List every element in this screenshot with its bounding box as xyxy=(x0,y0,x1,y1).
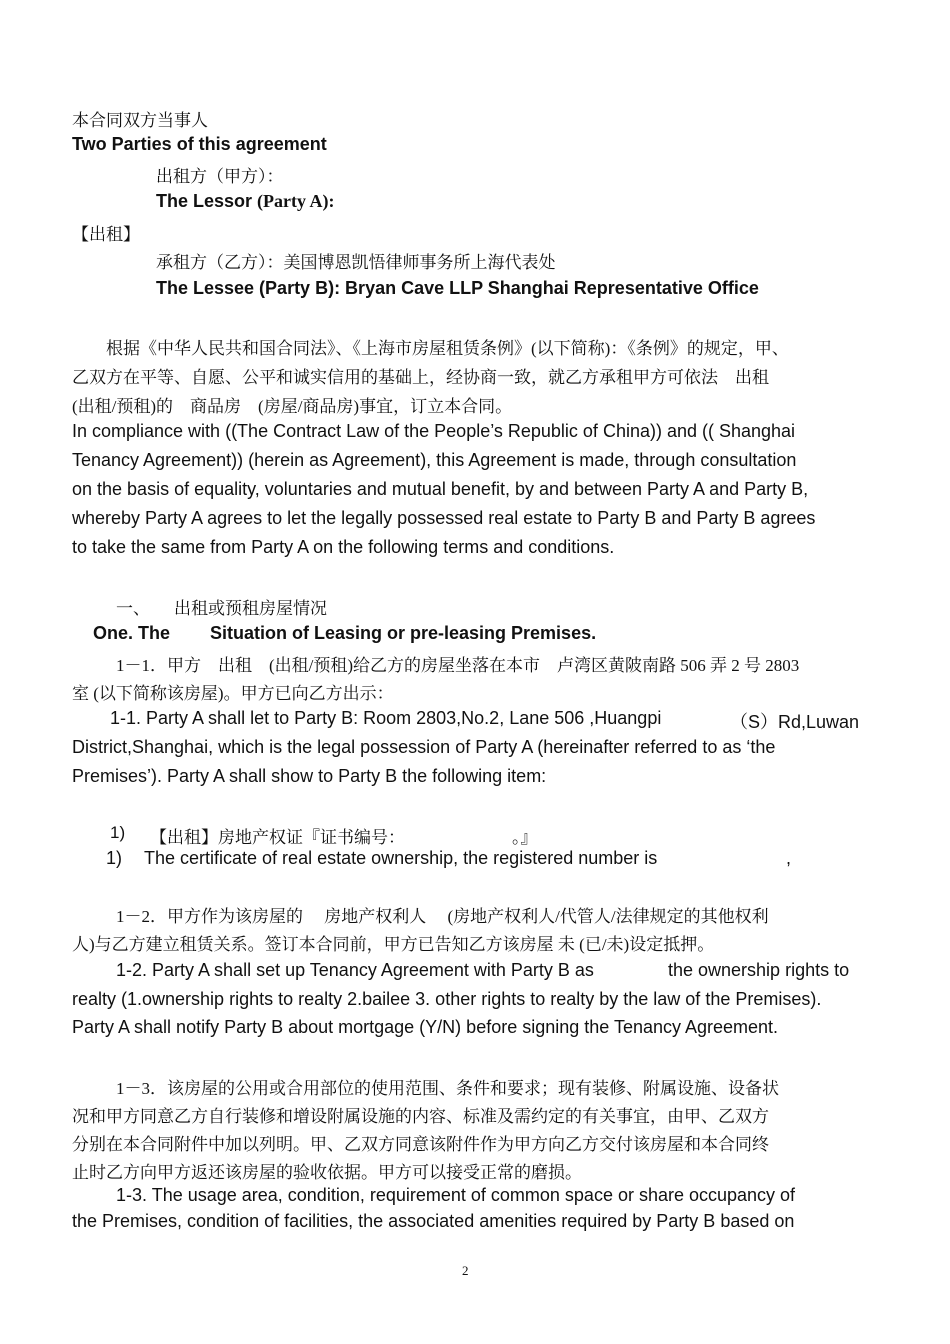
clause-1-3-cn-line: 况和甲方同意乙方自行装修和增设附属设施的内容、标准及需约定的有关事宜，由甲、乙双方 xyxy=(72,1107,769,1126)
clause-1-1-cn-line: 1－1．甲方 出租 (出租/预租)给乙方的房屋坐落在本市 卢湾区黄陂南路 506 弄 2 号 2803 xyxy=(116,656,800,675)
parties-heading-cn: 本合同双方当事人 xyxy=(72,111,208,130)
clause-1-3-cn-line: 分别在本合同附件中加以列明。甲、乙双方同意该附件作为甲方向乙方交付该房屋和本合同终 xyxy=(72,1135,769,1154)
clause-1-3-en-line: the Premises, condition of facilities, the associated amenities required by Party B based on xyxy=(72,1211,795,1231)
lessor-label-cn: 出租方（甲方）： xyxy=(156,167,284,186)
clause-1-2-cn-line: 1－2．甲方作为该房屋的 房地产权利人 (房地产权利人/代管人/法律规定的其他权利 xyxy=(116,907,769,926)
clause-1-1-en-line: Premises’). Party A shall show to Party B the following item: xyxy=(72,766,547,786)
preamble-en-line: whereby Party A agrees to let the legally possessed real estate to Party B and Party B agrees xyxy=(72,508,816,528)
section-one-heading-cn-number: 一、 xyxy=(116,599,150,618)
lessee-label-en: The Lessee (Party B): Bryan Cave LLP Shanghai Representative Office xyxy=(156,278,759,298)
item-1-en-number: 1) xyxy=(106,848,123,868)
clause-1-3-cn-line: 止时乙方向甲方返还该房屋的验收依据。甲方可以接受正常的磨损。 xyxy=(72,1163,582,1182)
page-number: 2 xyxy=(462,1263,469,1278)
lessor-label-en xyxy=(156,191,335,212)
clause-1-2-en-line-end: the ownership rights to xyxy=(668,960,850,980)
section-one-heading-en-number: One. The xyxy=(93,623,171,643)
lessee-label-cn: 承租方（乙方）：美国博恩凯悟律师事务所上海代表处 xyxy=(156,253,556,272)
preamble-en-line: on the basis of equality, voluntaries and mutual benefit, by and between Party A and Party B, xyxy=(72,479,809,499)
preamble-cn-line: 根据《中华人民共和国合同法》、《上海市房屋租赁条例》(以下简称)：《条例》的规定，甲、 xyxy=(106,339,789,358)
clause-1-1-en-line: 1-1. Party A shall let to Party B: Room 2803,No.2, Lane 506 ,Huangpi xyxy=(110,708,662,728)
item-1-cn-number: 1) xyxy=(110,823,126,842)
preamble-en-line: to take the same from Party A on the following terms and conditions. xyxy=(72,537,615,557)
preamble-cn-line: 乙双方在平等、自愿、公平和诚实信用的基础上，经协商一致，就乙方承租甲方可依法 出租 xyxy=(72,368,769,387)
clause-1-1-en-line: District,Shanghai, which is the legal possession of Party A (hereinafter referred to as ‘the xyxy=(72,737,776,757)
clause-1-3-en-line: 1-3. The usage area, condition, requirement of common space or share occupancy of xyxy=(116,1185,796,1205)
clause-1-2-en-line: realty (1.ownership rights to realty 2.bailee 3. other rights to realty by the law of the Premises). xyxy=(72,989,822,1009)
preamble-en-line: In compliance with ((The Contract Law of the People’s Republic of China)) and (( Shanghai xyxy=(72,421,796,441)
item-1-cn-text: 【出租】房地产权证『证书编号： xyxy=(150,828,405,847)
clause-1-3-cn-line: 1－3．该房屋的公用或合用部位的使用范围、条件和要求；现有装修、附属设施、设备状 xyxy=(116,1079,779,1098)
lessor-label-en-main: The Lessor xyxy=(156,191,258,211)
clause-1-1-en-line-end: （S）Rd,Luwan xyxy=(730,712,860,732)
clause-1-2-cn-line: 人)与乙方建立租赁关系。签订本合同前，甲方已告知乙方该房屋 未 (已/未)设定抵押。 xyxy=(72,935,715,954)
clause-1-2-en-line: 1-2. Party A shall set up Tenancy Agreement with Party B as xyxy=(116,960,594,980)
item-1-cn-text-end: 。』 xyxy=(512,828,538,847)
parties-heading-en: Two Parties of this agreement xyxy=(72,134,327,154)
preamble-cn-line: (出租/预租)的 商品房 (房屋/商品房)事宜，订立本合同。 xyxy=(72,397,513,416)
clause-1-2-en-line: Party A shall notify Party B about mortgage (Y/N) before signing the Tenancy Agreement. xyxy=(72,1017,779,1037)
preamble-en-line: Tenancy Agreement)) (herein as Agreement), this Agreement is made, through consultation xyxy=(72,450,797,470)
item-1-en-text: The certificate of real estate ownership, the registered number is xyxy=(144,848,658,868)
clause-1-1-cn-line: 室 (以下简称该房屋)。甲方已向乙方出示： xyxy=(72,684,394,703)
lessor-label-en-party: (Party A): xyxy=(257,191,335,211)
section-one-heading-cn: 出租或预租房屋情况 xyxy=(174,599,327,618)
lease-tag: 【出租】 xyxy=(72,225,140,244)
section-one-heading-en: Situation of Leasing or pre-leasing Premises. xyxy=(210,623,597,643)
item-1-en-text-end: , xyxy=(786,848,792,868)
